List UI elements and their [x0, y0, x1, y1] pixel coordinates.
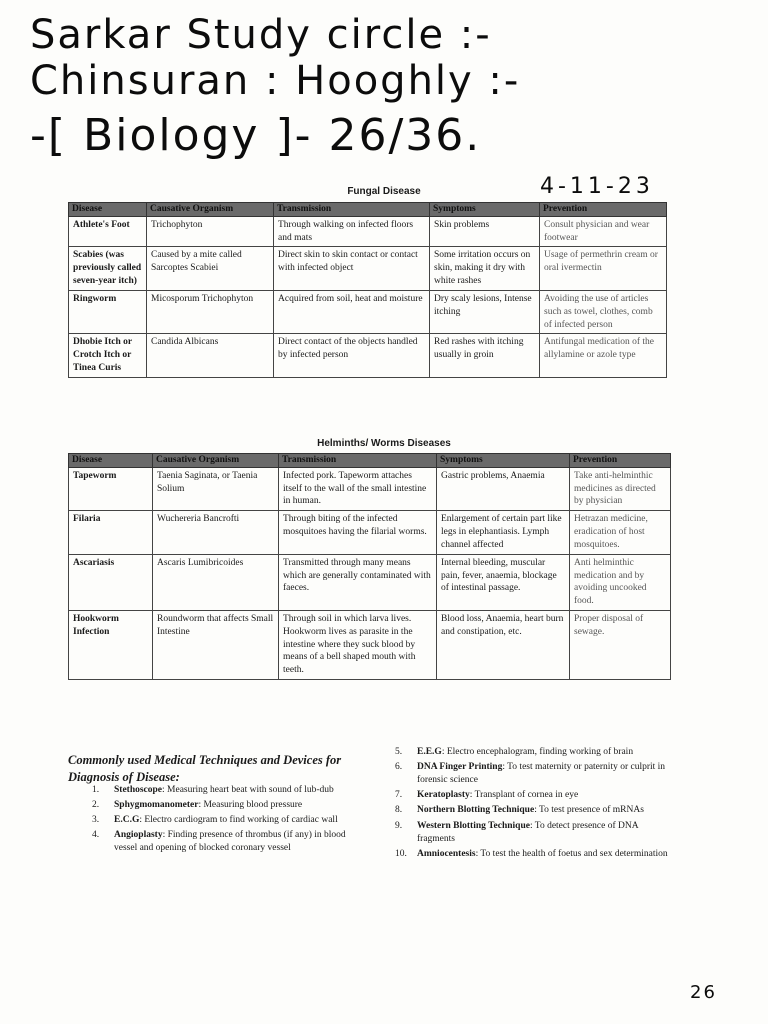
table-header-row	[69, 203, 667, 217]
cell-transmission: Transmitted through many means which are generally contaminated with faeces.	[279, 554, 437, 610]
techniques-list-right	[395, 746, 675, 863]
cell-transmission: Direct contact of the objects handled by infected person	[274, 334, 430, 377]
cell-causative-organism: Trichophyton	[147, 216, 274, 247]
column-header-prevention: Prevention	[540, 203, 667, 217]
technique-description: : Transplant of cornea in eye	[469, 790, 579, 801]
item-number: 10.	[395, 848, 407, 859]
fungal-table-title: Fungal Disease	[347, 186, 421, 197]
cell-causative-organism: Micosporum Trichophyton	[147, 290, 274, 333]
technique-description: : To test the health of foetus and sex determination	[475, 848, 668, 859]
technique-description: : To test presence of mRNAs	[534, 805, 644, 816]
technique-description: : Electro cardiogram to find working of cardiac wall	[139, 815, 338, 826]
cell-prevention: Hetrazan medicine, eradication of host mosquitoes.	[570, 511, 671, 554]
technique-term: Amniocentesis	[417, 848, 476, 859]
column-header-disease: Disease	[69, 454, 153, 468]
technique-item	[395, 789, 675, 802]
cell-symptoms: Gastric problems, Anaemia	[437, 467, 570, 510]
handwritten-title-line-2: Chinsuran : Hooghly :-	[30, 58, 521, 104]
item-number: 9.	[395, 820, 403, 831]
cell-causative-organism: Wuchereria Bancrofti	[153, 511, 279, 554]
technique-term: Angioplasty	[114, 830, 163, 841]
cell-causative-organism: Roundworm that affects Small Intestine	[153, 610, 279, 679]
technique-item	[92, 829, 364, 855]
technique-term: Keratoplasty	[417, 790, 470, 801]
technique-item	[395, 820, 675, 846]
cell-prevention: Proper disposal of sewage.	[570, 610, 671, 679]
technique-description: : To detect presence of DNA fragments	[417, 820, 639, 844]
cell-disease: Ascariasis	[69, 554, 153, 610]
technique-item	[395, 804, 675, 817]
cell-symptoms: Red rashes with itching usually in groin	[430, 334, 540, 377]
cell-symptoms: Some irritation occurs on skin, making it dry with white rashes	[430, 247, 540, 290]
cell-prevention: Avoiding the use of articles such as towel, clothes, comb of infected person	[540, 290, 667, 333]
cell-disease: Tapeworm	[69, 467, 153, 510]
column-header-transmission: Transmission	[274, 203, 430, 217]
table-header-row	[69, 454, 671, 468]
cell-disease: Dhobie Itch or Crotch Itch or Tinea Curis	[69, 334, 147, 377]
table-row	[69, 216, 667, 247]
handwritten-date: 4-11-23	[540, 174, 654, 199]
technique-item	[92, 799, 364, 812]
table-row	[69, 554, 671, 610]
cell-symptoms: Skin problems	[430, 216, 540, 247]
column-header-symptoms: Symptoms	[437, 454, 570, 468]
handwritten-title-line-1: Sarkar Study circle :-	[30, 12, 492, 58]
item-number: 7.	[395, 790, 403, 801]
cell-prevention: Anti helminthic medication and by avoiding uncooked food.	[570, 554, 671, 610]
column-header-disease: Disease	[69, 203, 147, 217]
technique-term: Northern Blotting Technique	[417, 805, 535, 816]
technique-term: E.C.G	[114, 815, 140, 826]
table-row	[69, 290, 667, 333]
column-header-symptoms: Symptoms	[430, 203, 540, 217]
cell-prevention: Antifungal medication of the allylamine or azole type	[540, 334, 667, 377]
helminths-disease-table	[68, 453, 671, 680]
column-header-prevention: Prevention	[570, 454, 671, 468]
cell-causative-organism: Ascaris Lumibricoides	[153, 554, 279, 610]
item-number: 3.	[92, 815, 100, 826]
cell-transmission: Through biting of the infected mosquitoes having the filarial worms.	[279, 511, 437, 554]
cell-disease: Ringworm	[69, 290, 147, 333]
cell-disease: Hookworm Infection	[69, 610, 153, 679]
table-row	[69, 511, 671, 554]
cell-prevention: Usage of permethrin cream or oral ivermectin	[540, 247, 667, 290]
technique-item	[395, 848, 675, 861]
table-row	[69, 247, 667, 290]
handwritten-title-line-3: -[ Biology ]- 26/36.	[30, 110, 482, 161]
cell-causative-organism: Candida Albicans	[147, 334, 274, 377]
cell-transmission: Through walking on infected floors and mats	[274, 216, 430, 247]
cell-prevention: Consult physician and wear footwear	[540, 216, 667, 247]
item-number: 1.	[92, 785, 100, 795]
cell-symptoms: Blood loss, Anaemia, heart burn and constipation, etc.	[437, 610, 570, 679]
cell-causative-organism: Caused by a mite called Sarcoptes Scabiei	[147, 247, 274, 290]
technique-description: : Electro encephalogram, finding working of brain	[441, 747, 634, 757]
techniques-heading: Commonly used Medical Techniques and Devices for Diagnosis of Disease:	[68, 753, 342, 784]
table-row	[69, 610, 671, 679]
technique-description: : Measuring blood pressure	[198, 800, 303, 811]
technique-item	[395, 746, 675, 759]
cell-symptoms: Internal bleeding, muscular pain, fever, anaemia, blockage of intestinal passage.	[437, 554, 570, 610]
page-number: 26	[690, 982, 717, 1003]
technique-item	[92, 814, 364, 827]
cell-causative-organism: Taenia Saginata, or Taenia Solium	[153, 467, 279, 510]
item-number: 4.	[92, 830, 100, 841]
cell-disease: Athlete's Foot	[69, 216, 147, 247]
item-number: 5.	[395, 747, 403, 757]
column-header-transmission: Transmission	[279, 454, 437, 468]
item-number: 2.	[92, 800, 100, 811]
item-number: 6.	[395, 762, 403, 773]
cell-transmission: Through soil in which larva lives. Hookworm lives as parasite in the intestine where they suck blood by means of a bell shaped mouth with teeth.	[279, 610, 437, 679]
column-header-causative-organism: Causative Organism	[153, 454, 279, 468]
cell-transmission: Acquired from soil, heat and moisture	[274, 290, 430, 333]
technique-term: Stethoscope	[114, 785, 163, 795]
cell-disease: Filaria	[69, 511, 153, 554]
cell-transmission: Infected pork. Tapeworm attaches itself to the wall of the small intestine in human.	[279, 467, 437, 510]
cell-disease: Scabies (was previously called seven-year itch)	[69, 247, 147, 290]
item-number: 8.	[395, 805, 403, 816]
technique-item	[92, 784, 364, 797]
cell-symptoms: Dry scaly lesions, Intense itching	[430, 290, 540, 333]
helminths-table-title: Helminths/ Worms Diseases	[317, 438, 451, 449]
technique-term: DNA Finger Printing	[417, 762, 503, 773]
techniques-list-left	[92, 784, 364, 858]
technique-term: Western Blotting Technique	[417, 820, 530, 831]
cell-symptoms: Enlargement of certain part like legs in elephantiasis. Lymph channel affected	[437, 511, 570, 554]
technique-description: : To test maternity or paternity or culprit in forensic science	[417, 762, 666, 786]
technique-term: Sphygmomanometer	[114, 800, 199, 811]
table-row	[69, 334, 667, 377]
technique-description: : Finding presence of thrombus (if any) in blood vessel and opening of blocked coronary vessel	[114, 830, 346, 854]
cell-transmission: Direct skin to skin contact or contact with infected object	[274, 247, 430, 290]
technique-term: E.E.G	[417, 747, 442, 757]
table-row	[69, 467, 671, 510]
cell-prevention: Take anti-helminthic medicines as directed by physician	[570, 467, 671, 510]
fungal-disease-table	[68, 202, 667, 378]
technique-description: : Measuring heart beat with sound of lub-dub	[162, 785, 334, 795]
technique-item	[395, 761, 675, 787]
column-header-causative-organism: Causative Organism	[147, 203, 274, 217]
